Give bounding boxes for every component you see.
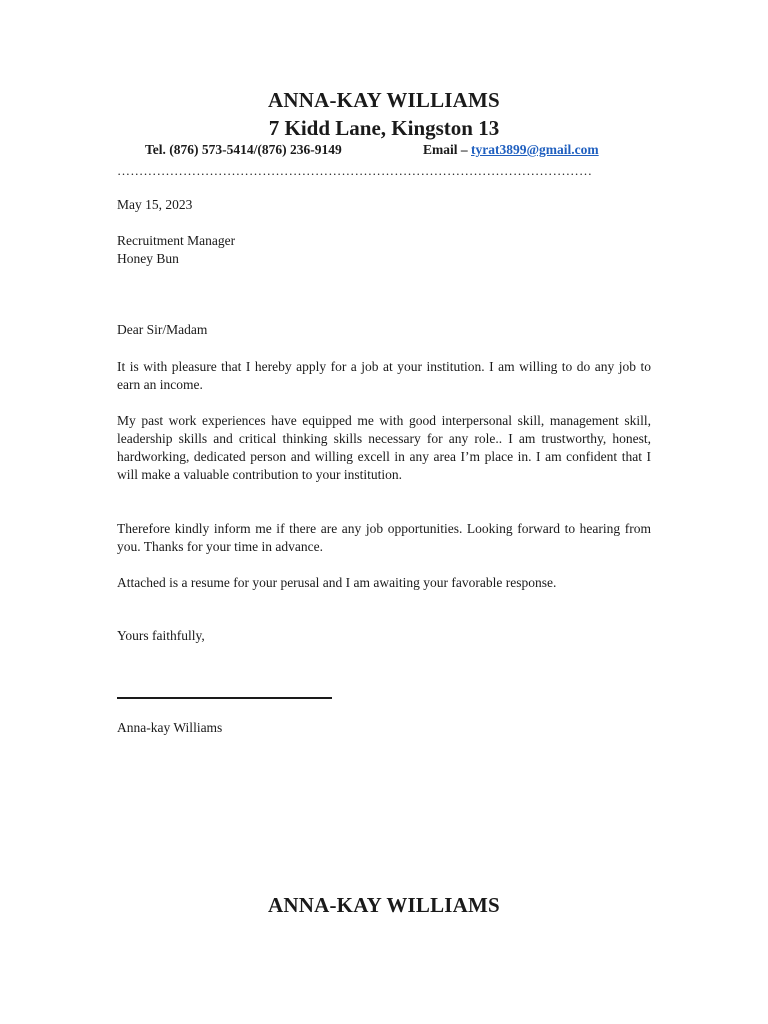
letter-date: May 15, 2023: [117, 197, 193, 212]
header-address: 7 Kidd Lane, Kingston 13: [268, 116, 500, 140]
telephone: Tel. (876) 573-5414/(876) 236-9149: [145, 142, 342, 157]
recipient-company: Honey Bun: [117, 251, 179, 266]
dotted-separator: ………………………………………………………………………………………………: [117, 163, 593, 178]
next-page-header-name: ANNA-KAY WILLIAMS: [268, 893, 500, 917]
email-label: Email –: [423, 142, 472, 157]
salutation: Dear Sir/Madam: [117, 322, 208, 337]
email-link[interactable]: tyrat3899@gmail.com: [471, 142, 599, 157]
signature-line: [117, 697, 332, 699]
paragraph-attachment: Attached is a resume for your perusal and I am awaiting your favorable response.: [117, 575, 557, 590]
closing: Yours faithfully,: [117, 628, 205, 643]
contact-line: [145, 142, 645, 158]
recipient-title: Recruitment Manager: [117, 233, 236, 248]
paragraph-intro: It is with pleasure that I hereby apply for a job at your institution. I am willing to do any job to earn an income.: [117, 359, 651, 392]
signature-name: Anna-kay Williams: [117, 720, 223, 735]
email-block: [423, 142, 599, 158]
header-name: ANNA-KAY WILLIAMS: [268, 88, 500, 112]
paragraph-experience: My past work experiences have equipped me with good interpersonal skill, management skill, leadership skills and critical thinking skills necessary for any role.. I am trustworthy, honest, hardworking, dedicated person and willing excell in any area I’m place in. I am confident that I will make a valuable contribution to your institution.: [117, 413, 651, 482]
paragraph-request: Therefore kindly inform me if there are any job opportunities. Looking forward to hearing from you. Thanks for your time in advance.: [117, 521, 651, 554]
